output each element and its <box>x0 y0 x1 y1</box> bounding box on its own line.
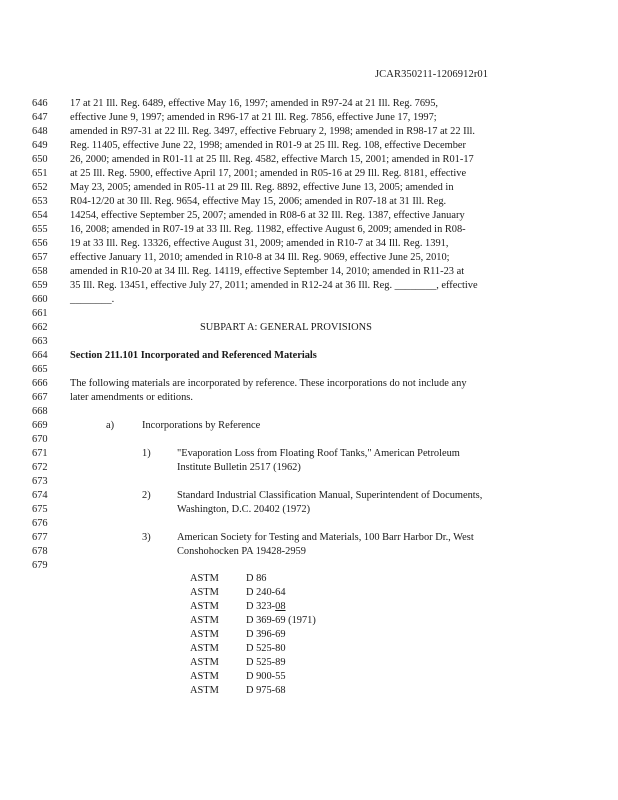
astm-org: ASTM <box>190 657 219 668</box>
item-1-label: 1) <box>142 448 151 459</box>
item-3-text: Conshohocken PA 19428-2959 <box>177 546 306 557</box>
astm-code: D 975-68 <box>246 685 286 696</box>
line-number: 660 <box>32 294 48 305</box>
history-text: R04-12/20 at 30 Ill. Reg. 9654, effective May 15, 2006; amended in R07-18 at 31 Ill. Reg. <box>70 196 447 207</box>
astm-code-base: D 323- <box>246 601 276 612</box>
line-number: 661 <box>32 308 48 319</box>
history-text: amended in R10-20 at 34 Ill. Reg. 14119, effective September 14, 2010; amended in R11-23 at <box>70 266 465 277</box>
line-number: 679 <box>32 560 48 571</box>
astm-org: ASTM <box>190 629 219 640</box>
astm-code: D 240-64 <box>246 587 286 598</box>
intro-text: later amendments or editions. <box>70 392 193 403</box>
history-text: 14254, effective September 25, 2007; amended in R08-6 at 32 Ill. Reg. 1387, effective January <box>70 210 465 221</box>
history-text: 16, 2008; amended in R07-19 at 33 Ill. Reg. 11982, effective August 6, 2009; amended in R08- <box>70 224 466 235</box>
line-number: 664 <box>32 350 48 361</box>
line-number: 667 <box>32 392 48 403</box>
line-number: 651 <box>32 168 48 179</box>
line-number: 655 <box>32 224 48 235</box>
line-number: 668 <box>32 406 48 417</box>
document-id: JCAR350211-1206912r01 <box>375 69 489 80</box>
history-text: 19 at 33 Ill. Reg. 13326, effective August 31, 2009; amended in R10-7 at 34 Ill. Reg. 1391, <box>70 238 449 249</box>
line-number: 671 <box>32 448 48 459</box>
astm-org: ASTM <box>190 601 219 612</box>
astm-code: D 86 <box>246 573 267 584</box>
line-number: 659 <box>32 280 48 291</box>
item-a-label: a) <box>106 420 115 431</box>
item-1-text: Institute Bulletin 2517 (1962) <box>177 462 301 473</box>
item-2-text: Washington, D.C. 20402 (1972) <box>177 504 311 515</box>
history-text: ________. <box>70 294 115 305</box>
line-number: 650 <box>32 154 48 165</box>
line-number: 658 <box>32 266 48 277</box>
astm-org: ASTM <box>190 615 219 626</box>
item-1-text: "Evaporation Loss from Floating Roof Tanks," American Petroleum <box>177 448 460 459</box>
line-number: 669 <box>32 420 48 431</box>
astm-code: D 525-80 <box>246 643 286 654</box>
history-text: Reg. 11405, effective June 22, 1998; amended in R01-9 at 25 Ill. Reg. 108, effective December <box>70 140 466 151</box>
item-2-text: Standard Industrial Classification Manual, Superintendent of Documents, <box>177 490 483 501</box>
item-3-label: 3) <box>142 532 151 543</box>
line-number: 670 <box>32 434 48 445</box>
line-number: 648 <box>32 126 48 137</box>
line-number: 649 <box>32 140 48 151</box>
intro-text: The following materials are incorporated by reference. These incorporations do not include any <box>70 378 467 389</box>
astm-org: ASTM <box>190 587 219 598</box>
line-number: 678 <box>32 546 48 557</box>
line-number: 647 <box>32 112 48 123</box>
item-2-label: 2) <box>142 490 151 501</box>
astm-code: D 369-69 (1971) <box>246 615 316 626</box>
history-text: 35 Ill. Reg. 13451, effective July 27, 2011; amended in R12-24 at 36 Ill. Reg. ________, effective <box>70 280 478 291</box>
line-number: 677 <box>32 532 48 543</box>
astm-code: D 900-55 <box>246 671 286 682</box>
line-number: 662 <box>32 322 48 333</box>
astm-org: ASTM <box>190 573 219 584</box>
subpart-heading: SUBPART A: GENERAL PROVISIONS <box>200 322 372 333</box>
astm-org: ASTM <box>190 643 219 654</box>
line-number: 673 <box>32 476 48 487</box>
line-number: 657 <box>32 252 48 263</box>
section-heading: Section 211.101 Incorporated and Referenced Materials <box>70 350 317 361</box>
history-text: effective June 9, 1997; amended in R96-17 at 21 Ill. Reg. 7856, effective June 17, 1997; <box>70 112 437 123</box>
astm-code <box>246 600 286 614</box>
line-number: 676 <box>32 518 48 529</box>
line-number: 672 <box>32 462 48 473</box>
astm-code: D 525-89 <box>246 657 286 668</box>
history-text: May 23, 2005; amended in R05-11 at 29 Ill. Reg. 8892, effective June 13, 2005; amended in <box>70 182 454 193</box>
item-a-text: Incorporations by Reference <box>142 420 261 431</box>
item-3-text: American Society for Testing and Materials, 100 Barr Harbor Dr., West <box>177 532 474 543</box>
line-number: 654 <box>32 210 48 221</box>
history-text: 26, 2000; amended in R01-11 at 25 Ill. Reg. 4582, effective March 15, 2001; amended in R01-17 <box>70 154 474 165</box>
history-text: at 25 Ill. Reg. 5900, effective April 17, 2001; amended in R05-16 at 29 Ill. Reg. 8181, effective <box>70 168 467 179</box>
line-number: 652 <box>32 182 48 193</box>
line-number: 674 <box>32 490 48 501</box>
astm-org: ASTM <box>190 685 219 696</box>
line-number: 665 <box>32 364 48 375</box>
astm-code: D 396-69 <box>246 629 286 640</box>
astm-org: ASTM <box>190 671 219 682</box>
line-number: 646 <box>32 98 48 109</box>
line-number: 675 <box>32 504 48 515</box>
line-number: 653 <box>32 196 48 207</box>
history-text: 17 at 21 Ill. Reg. 6489, effective May 16, 1997; amended in R97-24 at 21 Ill. Reg. 7695, <box>70 98 439 109</box>
history-text: amended in R97-31 at 22 Ill. Reg. 3497, effective February 2, 1998; amended in R98-17 at 22 Ill. <box>70 126 475 137</box>
line-number: 666 <box>32 378 48 389</box>
astm-code-amended-suffix: 08 <box>275 601 286 612</box>
history-text: effective January 11, 2010; amended in R10-8 at 34 Ill. Reg. 9069, effective June 25, 2010; <box>70 252 450 263</box>
line-number: 656 <box>32 238 48 249</box>
line-number: 663 <box>32 336 48 347</box>
